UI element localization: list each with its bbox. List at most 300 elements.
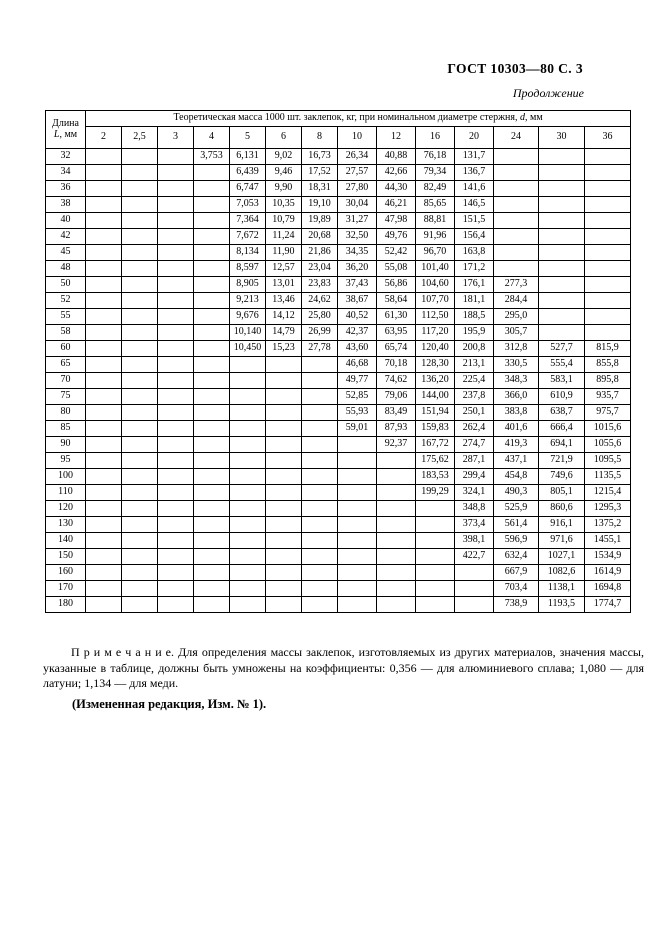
- value-cell: [494, 213, 539, 229]
- value-cell: [302, 453, 338, 469]
- value-cell: 1138,1: [539, 581, 585, 597]
- value-cell: [539, 325, 585, 341]
- diameter-header-cell: 2,5: [122, 127, 158, 149]
- value-cell: 26,99: [302, 325, 338, 341]
- value-cell: 19,10: [302, 197, 338, 213]
- table-row: [46, 437, 631, 453]
- value-cell: 213,1: [455, 357, 494, 373]
- amendment-text: (Измененная редакция, Изм. № 1).: [72, 696, 267, 711]
- value-cell: 112,50: [416, 309, 455, 325]
- length-cell: 38: [46, 197, 86, 213]
- value-cell: [455, 597, 494, 613]
- value-cell: [86, 245, 122, 261]
- value-cell: [158, 565, 194, 581]
- value-cell: [539, 245, 585, 261]
- value-cell: 703,4: [494, 581, 539, 597]
- value-cell: [194, 197, 230, 213]
- value-cell: 1534,9: [585, 549, 631, 565]
- value-cell: 49,76: [377, 229, 416, 245]
- length-cell: 85: [46, 421, 86, 437]
- table-row: [46, 517, 631, 533]
- value-cell: 10,450: [230, 341, 266, 357]
- value-cell: 46,68: [338, 357, 377, 373]
- table-title: Теоретическая масса 1000 шт. заклепок, кг, при номинальном диаметре стержня, d, мм: [86, 111, 631, 127]
- value-cell: [338, 581, 377, 597]
- value-cell: 85,65: [416, 197, 455, 213]
- value-cell: [338, 437, 377, 453]
- value-cell: [494, 181, 539, 197]
- diameter-header-cell: 3: [158, 127, 194, 149]
- value-cell: 74,62: [377, 373, 416, 389]
- value-cell: [86, 501, 122, 517]
- value-cell: [302, 597, 338, 613]
- value-cell: [377, 485, 416, 501]
- diameter-header-cell: 4: [194, 127, 230, 149]
- value-cell: 1455,1: [585, 533, 631, 549]
- value-cell: [266, 485, 302, 501]
- value-cell: 237,8: [455, 389, 494, 405]
- value-cell: [158, 181, 194, 197]
- value-cell: 104,60: [416, 277, 455, 293]
- value-cell: 1614,9: [585, 565, 631, 581]
- value-cell: [494, 165, 539, 181]
- length-header-line1: Длина: [52, 118, 79, 129]
- value-cell: [194, 245, 230, 261]
- value-cell: 7,053: [230, 197, 266, 213]
- value-cell: 638,7: [539, 405, 585, 421]
- value-cell: 83,49: [377, 405, 416, 421]
- value-cell: 895,8: [585, 373, 631, 389]
- value-cell: 26,34: [338, 149, 377, 165]
- value-cell: [539, 181, 585, 197]
- value-cell: [86, 485, 122, 501]
- value-cell: [230, 517, 266, 533]
- value-cell: [302, 485, 338, 501]
- value-cell: 27,57: [338, 165, 377, 181]
- value-cell: [158, 469, 194, 485]
- value-cell: [86, 373, 122, 389]
- value-cell: 91,96: [416, 229, 455, 245]
- note-text: Для определения массы заклепок, изготовляемых из других материалов, значения массы, указанные в таблице, должны быть умножены на коэффициенты: 0,356 — для алюминиевого сплава; 1,080 — для латуни; 1,134 — для меди.: [43, 645, 644, 691]
- value-cell: [86, 325, 122, 341]
- value-cell: [539, 213, 585, 229]
- value-cell: [494, 261, 539, 277]
- value-cell: 8,905: [230, 277, 266, 293]
- value-cell: 59,01: [338, 421, 377, 437]
- value-cell: [194, 437, 230, 453]
- value-cell: [266, 357, 302, 373]
- value-cell: [338, 501, 377, 517]
- value-cell: [266, 469, 302, 485]
- value-cell: [194, 485, 230, 501]
- value-cell: [158, 165, 194, 181]
- value-cell: [194, 357, 230, 373]
- table-row: [46, 213, 631, 229]
- value-cell: [338, 517, 377, 533]
- value-cell: [122, 485, 158, 501]
- value-cell: 151,5: [455, 213, 494, 229]
- length-cell: 75: [46, 389, 86, 405]
- doc-header: ГОСТ 10303—80 С. 3: [447, 61, 583, 76]
- value-cell: [86, 389, 122, 405]
- value-cell: [416, 549, 455, 565]
- value-cell: [338, 597, 377, 613]
- value-cell: 43,60: [338, 341, 377, 357]
- value-cell: 18,31: [302, 181, 338, 197]
- value-cell: [194, 293, 230, 309]
- value-cell: [266, 565, 302, 581]
- value-cell: [266, 389, 302, 405]
- value-cell: [194, 549, 230, 565]
- value-cell: [377, 597, 416, 613]
- value-cell: 34,35: [338, 245, 377, 261]
- value-cell: [86, 261, 122, 277]
- value-cell: 52,42: [377, 245, 416, 261]
- value-cell: [122, 149, 158, 165]
- value-cell: 1694,8: [585, 581, 631, 597]
- value-cell: [585, 165, 631, 181]
- value-cell: [86, 469, 122, 485]
- diameter-header-cell: 30: [539, 127, 585, 149]
- value-cell: [194, 373, 230, 389]
- value-cell: 58,64: [377, 293, 416, 309]
- value-cell: 65,74: [377, 341, 416, 357]
- value-cell: [416, 565, 455, 581]
- value-cell: 738,9: [494, 597, 539, 613]
- value-cell: [416, 581, 455, 597]
- value-cell: [539, 277, 585, 293]
- value-cell: 42,37: [338, 325, 377, 341]
- value-cell: 117,20: [416, 325, 455, 341]
- value-cell: 1055,6: [585, 437, 631, 453]
- length-cell: 50: [46, 277, 86, 293]
- table-row: [46, 309, 631, 325]
- value-cell: 555,4: [539, 357, 585, 373]
- table-row: [46, 469, 631, 485]
- value-cell: [266, 501, 302, 517]
- diameter-header-cell: 8: [302, 127, 338, 149]
- value-cell: [86, 421, 122, 437]
- value-cell: [86, 181, 122, 197]
- value-cell: [86, 405, 122, 421]
- value-cell: 8,134: [230, 245, 266, 261]
- value-cell: 596,9: [494, 533, 539, 549]
- value-cell: [494, 245, 539, 261]
- value-cell: 46,21: [377, 197, 416, 213]
- value-cell: 38,67: [338, 293, 377, 309]
- value-cell: [377, 565, 416, 581]
- value-cell: 11,24: [266, 229, 302, 245]
- value-cell: 171,2: [455, 261, 494, 277]
- diameter-header-row: [46, 127, 631, 149]
- value-cell: [338, 533, 377, 549]
- value-cell: 490,3: [494, 485, 539, 501]
- value-cell: [158, 485, 194, 501]
- value-cell: 23,83: [302, 277, 338, 293]
- value-cell: [122, 165, 158, 181]
- value-cell: 3,753: [194, 149, 230, 165]
- value-cell: [302, 389, 338, 405]
- value-cell: 694,1: [539, 437, 585, 453]
- value-cell: 1095,5: [585, 453, 631, 469]
- value-cell: 7,672: [230, 229, 266, 245]
- length-cell: 110: [46, 485, 86, 501]
- length-column-header: [46, 111, 86, 149]
- table-row: [46, 533, 631, 549]
- value-cell: [122, 261, 158, 277]
- value-cell: [122, 373, 158, 389]
- value-cell: [158, 245, 194, 261]
- value-cell: [539, 165, 585, 181]
- value-cell: 9,46: [266, 165, 302, 181]
- value-cell: [122, 389, 158, 405]
- value-cell: [122, 581, 158, 597]
- value-cell: [266, 421, 302, 437]
- value-cell: [122, 597, 158, 613]
- value-cell: 82,49: [416, 181, 455, 197]
- value-cell: [585, 149, 631, 165]
- value-cell: 10,35: [266, 197, 302, 213]
- value-cell: [585, 229, 631, 245]
- length-cell: 42: [46, 229, 86, 245]
- value-cell: 971,6: [539, 533, 585, 549]
- value-cell: [302, 581, 338, 597]
- value-cell: [416, 597, 455, 613]
- value-cell: [539, 261, 585, 277]
- value-cell: 63,95: [377, 325, 416, 341]
- value-cell: 312,8: [494, 341, 539, 357]
- value-cell: 295,0: [494, 309, 539, 325]
- length-cell: 34: [46, 165, 86, 181]
- value-cell: [194, 229, 230, 245]
- value-cell: 30,04: [338, 197, 377, 213]
- value-cell: 250,1: [455, 405, 494, 421]
- value-cell: [377, 549, 416, 565]
- value-cell: [266, 533, 302, 549]
- table-row: [46, 181, 631, 197]
- table-row: [46, 581, 631, 597]
- value-cell: 324,1: [455, 485, 494, 501]
- value-cell: [86, 277, 122, 293]
- value-cell: [86, 597, 122, 613]
- length-cell: 52: [46, 293, 86, 309]
- value-cell: 610,9: [539, 389, 585, 405]
- value-cell: 15,23: [266, 341, 302, 357]
- value-cell: [194, 501, 230, 517]
- value-cell: [158, 517, 194, 533]
- value-cell: [230, 405, 266, 421]
- value-cell: [377, 517, 416, 533]
- value-cell: 1193,5: [539, 597, 585, 613]
- value-cell: [302, 501, 338, 517]
- value-cell: 183,53: [416, 469, 455, 485]
- value-cell: 79,06: [377, 389, 416, 405]
- value-cell: 199,29: [416, 485, 455, 501]
- length-cell: 170: [46, 581, 86, 597]
- value-cell: [585, 181, 631, 197]
- value-cell: 42,66: [377, 165, 416, 181]
- value-cell: 583,1: [539, 373, 585, 389]
- value-cell: [338, 485, 377, 501]
- length-cell: 80: [46, 405, 86, 421]
- value-cell: 9,02: [266, 149, 302, 165]
- value-cell: [194, 469, 230, 485]
- value-cell: [86, 293, 122, 309]
- value-cell: [122, 469, 158, 485]
- length-cell: 48: [46, 261, 86, 277]
- length-cell: 55: [46, 309, 86, 325]
- value-cell: [302, 469, 338, 485]
- diameter-header-cell: 2: [86, 127, 122, 149]
- value-cell: 1215,4: [585, 485, 631, 501]
- value-cell: [302, 373, 338, 389]
- value-cell: [158, 309, 194, 325]
- value-cell: [585, 325, 631, 341]
- value-cell: [585, 261, 631, 277]
- value-cell: [585, 197, 631, 213]
- table-row: [46, 341, 631, 357]
- value-cell: [302, 517, 338, 533]
- table-row: [46, 485, 631, 501]
- value-cell: 136,20: [416, 373, 455, 389]
- value-cell: 855,8: [585, 357, 631, 373]
- value-cell: 31,27: [338, 213, 377, 229]
- value-cell: [86, 533, 122, 549]
- diameter-header-cell: 10: [338, 127, 377, 149]
- diameter-header-cell: 5: [230, 127, 266, 149]
- value-cell: [158, 437, 194, 453]
- value-cell: [194, 421, 230, 437]
- diameter-header-cell: 6: [266, 127, 302, 149]
- value-cell: 632,4: [494, 549, 539, 565]
- value-cell: [230, 597, 266, 613]
- table-row: [46, 325, 631, 341]
- value-cell: 128,30: [416, 357, 455, 373]
- value-cell: 9,676: [230, 309, 266, 325]
- table-row: [46, 197, 631, 213]
- value-cell: 144,00: [416, 389, 455, 405]
- table-row: [46, 373, 631, 389]
- value-cell: 305,7: [494, 325, 539, 341]
- value-cell: [158, 293, 194, 309]
- value-cell: 107,70: [416, 293, 455, 309]
- value-cell: 44,30: [377, 181, 416, 197]
- value-cell: [377, 469, 416, 485]
- value-cell: [86, 549, 122, 565]
- value-cell: 975,7: [585, 405, 631, 421]
- value-cell: [539, 309, 585, 325]
- value-cell: 70,18: [377, 357, 416, 373]
- length-cell: 60: [46, 341, 86, 357]
- table-row: [46, 501, 631, 517]
- value-cell: 935,7: [585, 389, 631, 405]
- table-row: [46, 165, 631, 181]
- value-cell: [377, 533, 416, 549]
- diameter-header-cell: 20: [455, 127, 494, 149]
- value-cell: 36,20: [338, 261, 377, 277]
- value-cell: [230, 357, 266, 373]
- value-cell: [230, 501, 266, 517]
- value-cell: 348,3: [494, 373, 539, 389]
- value-cell: [494, 197, 539, 213]
- table-row: [46, 149, 631, 165]
- value-cell: [122, 277, 158, 293]
- value-cell: [230, 549, 266, 565]
- mass-table: [45, 110, 631, 613]
- value-cell: [302, 565, 338, 581]
- table-row: [46, 549, 631, 565]
- value-cell: [158, 501, 194, 517]
- value-cell: 8,597: [230, 261, 266, 277]
- value-cell: 1015,6: [585, 421, 631, 437]
- note-label: П р и м е ч а н и е.: [71, 645, 175, 659]
- value-cell: 1027,1: [539, 549, 585, 565]
- value-cell: 419,3: [494, 437, 539, 453]
- value-cell: [122, 341, 158, 357]
- length-header-line2: L, мм: [53, 128, 78, 140]
- length-cell: 95: [46, 453, 86, 469]
- value-cell: 1135,5: [585, 469, 631, 485]
- value-cell: [86, 229, 122, 245]
- value-cell: 16,73: [302, 149, 338, 165]
- value-cell: 437,1: [494, 453, 539, 469]
- table-row: [46, 357, 631, 373]
- value-cell: [266, 549, 302, 565]
- value-cell: [122, 517, 158, 533]
- table-row: [46, 245, 631, 261]
- value-cell: 20,68: [302, 229, 338, 245]
- value-cell: 27,80: [338, 181, 377, 197]
- value-cell: [494, 149, 539, 165]
- value-cell: 96,70: [416, 245, 455, 261]
- value-cell: 47,98: [377, 213, 416, 229]
- value-cell: 141,6: [455, 181, 494, 197]
- value-cell: [539, 197, 585, 213]
- value-cell: [230, 565, 266, 581]
- value-cell: [158, 197, 194, 213]
- value-cell: 14,79: [266, 325, 302, 341]
- value-cell: [266, 373, 302, 389]
- value-cell: [158, 341, 194, 357]
- value-cell: 527,7: [539, 341, 585, 357]
- value-cell: 61,30: [377, 309, 416, 325]
- table-row: [46, 229, 631, 245]
- table-row: [46, 405, 631, 421]
- length-cell: 180: [46, 597, 86, 613]
- value-cell: 156,4: [455, 229, 494, 245]
- value-cell: 23,04: [302, 261, 338, 277]
- length-cell: 140: [46, 533, 86, 549]
- value-cell: [122, 245, 158, 261]
- value-cell: [266, 581, 302, 597]
- value-cell: 176,1: [455, 277, 494, 293]
- value-cell: 6,747: [230, 181, 266, 197]
- value-cell: [86, 309, 122, 325]
- value-cell: [416, 517, 455, 533]
- value-cell: [122, 453, 158, 469]
- value-cell: 56,86: [377, 277, 416, 293]
- value-cell: [122, 437, 158, 453]
- length-cell: 90: [46, 437, 86, 453]
- value-cell: [86, 197, 122, 213]
- value-cell: [122, 405, 158, 421]
- value-cell: [86, 581, 122, 597]
- value-cell: [158, 533, 194, 549]
- value-cell: 159,83: [416, 421, 455, 437]
- table-row: [46, 565, 631, 581]
- value-cell: [302, 549, 338, 565]
- diameter-header-cell: 24: [494, 127, 539, 149]
